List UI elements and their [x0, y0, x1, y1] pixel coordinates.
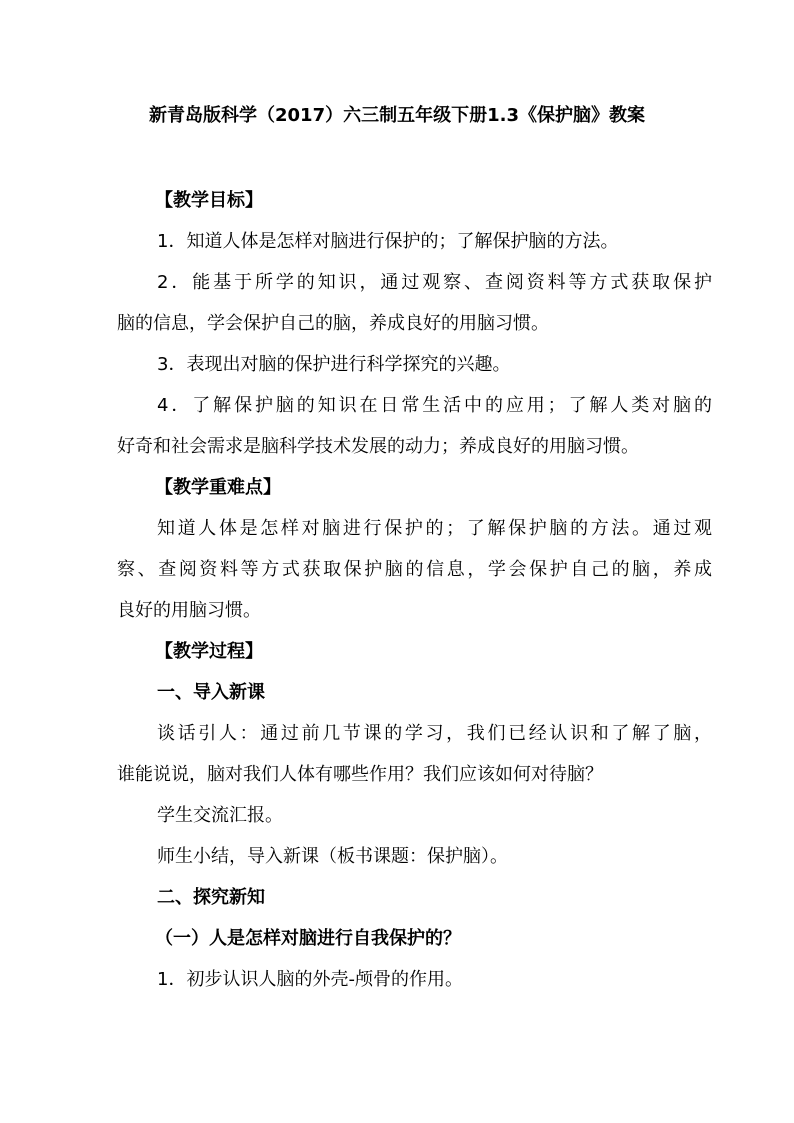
document-body	[117, 186, 712, 1006]
part-2-heading: 二、探究新知	[157, 887, 265, 908]
intro-line-1: 谈话引人：通过前几节课的学习，我们已经认识和了解了脑，	[157, 723, 712, 744]
document-title: 新青岛版科学（2017）六三制五年级下册1.3《保护脑》教案	[149, 105, 645, 126]
objective-item-4-line-2: 好奇和社会需求是脑科学技术发展的动力；养成良好的用脑习惯。	[117, 436, 639, 457]
part-1-heading: 一、导入新课	[157, 682, 265, 703]
objective-item-3: 3．表现出对脑的保护进行科学探究的兴趣。	[157, 354, 511, 375]
key-points-heading: 【教学重难点】	[155, 477, 281, 498]
objective-item-2-line-2: 脑的信息，学会保护自己的脑，养成良好的用脑习惯。	[117, 313, 549, 334]
objective-item-4-line-1: 4．了解保护脑的知识在日常生活中的应用；了解人类对脑的	[157, 395, 712, 416]
objective-item-2-line-1: 2．能基于所学的知识，通过观察、查阅资料等方式获取保护	[157, 272, 712, 293]
key-points-line-2: 察、查阅资料等方式获取保护脑的信息，学会保护自己的脑，养成	[117, 559, 712, 580]
process-heading: 【教学过程】	[155, 641, 263, 662]
step-1: 1．初步认识人脑的外壳-颅骨的作用。	[157, 969, 463, 990]
key-points-line-1: 知道人体是怎样对脑进行保护的；了解保护脑的方法。通过观	[157, 518, 712, 539]
objectives-heading: 【教学目标】	[155, 190, 263, 211]
teacher-summary: 师生小结，导入新课（板书课题：保护脑）。	[157, 846, 508, 867]
sub-1-heading: （一）人是怎样对脑进行自我保护的？	[155, 928, 461, 949]
intro-line-2: 谁能说说，脑对我们人体有哪些作用？我们应该如何对待脑？	[117, 764, 603, 785]
objective-item-1: 1．知道人体是怎样对脑进行保护的；了解保护脑的方法。	[157, 231, 619, 252]
students-report: 学生交流汇报。	[157, 805, 283, 826]
key-points-line-3: 良好的用脑习惯。	[117, 600, 261, 621]
